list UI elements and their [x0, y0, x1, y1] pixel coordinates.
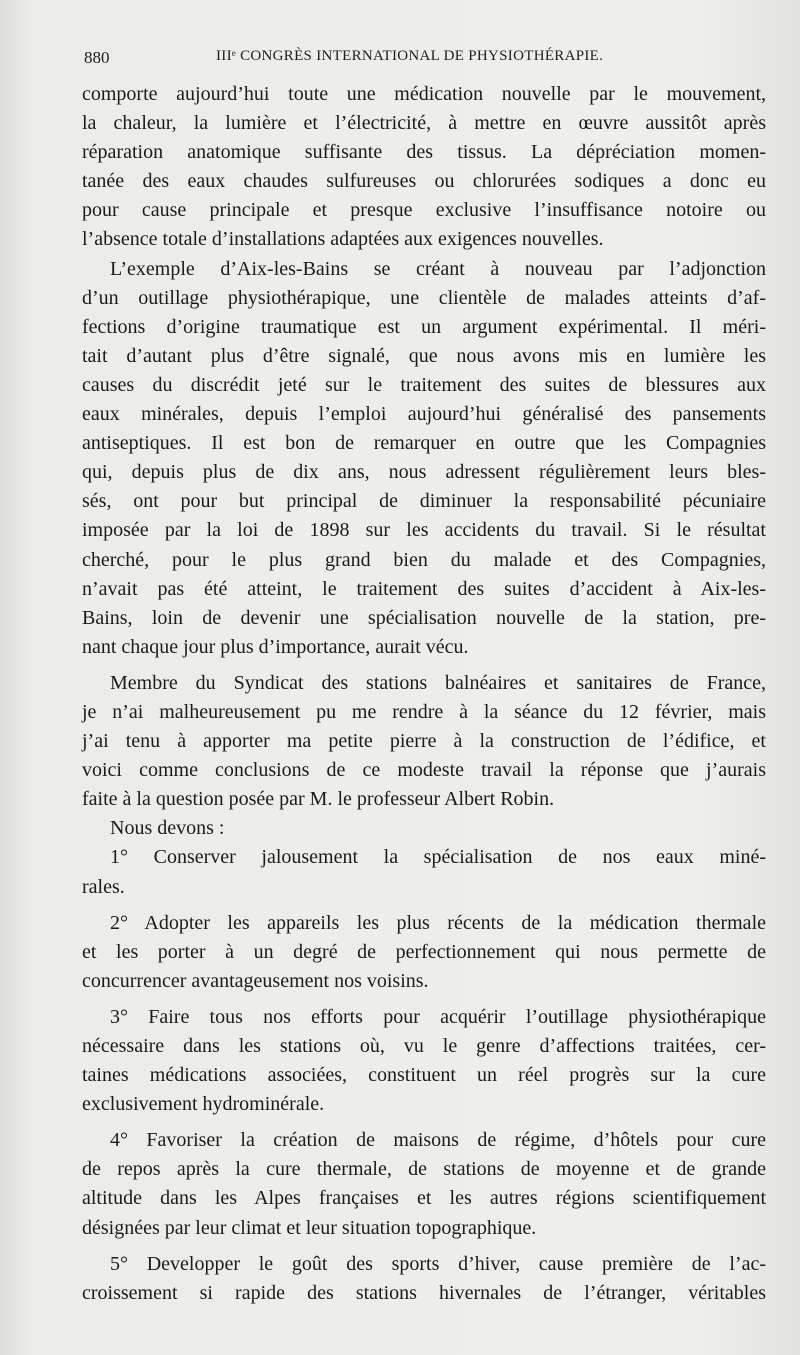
paragraph-gap: [82, 662, 766, 669]
text-line: voici comme conclusions de ce modeste travail la réponse que j’aurais: [82, 759, 766, 782]
text-line: n’avait pas été atteint, le traitement des suites d’accident à Aix-les-: [82, 577, 766, 600]
text-line: causes du discrédit jeté sur le traitement des suites de blessures aux: [82, 373, 766, 396]
text-line: l’absence totale d’installations adaptées aux exigences nouvelles.: [82, 228, 604, 251]
text-line: antiseptiques. Il est bon de remarquer en outre que les Compagnies: [82, 432, 766, 455]
page-header: [84, 48, 774, 72]
text-line: rales.: [82, 875, 125, 898]
paragraph-gap: [82, 1119, 766, 1126]
text-line: Nous devons :: [110, 817, 225, 840]
text-line: exclusivement hydrominérale.: [82, 1093, 325, 1116]
text-line: 1° Conserver jalousement la spécialisation de nos eaux miné-: [110, 846, 766, 869]
text-line: concurrencer avantageusement nos voisins.: [82, 969, 429, 992]
text-line: réparation anatomique suffisante des tissus. La dépréciation momen-: [82, 141, 766, 164]
text-line: pour cause principale et presque exclusive l’insuffisance notoire ou: [82, 199, 766, 222]
body-text: [82, 80, 766, 1308]
paragraph-gap: [82, 996, 766, 1003]
text-line: cherché, pour le plus grand bien du malade et des Compagnies,: [82, 548, 766, 571]
text-line: eaux minérales, depuis l’emploi aujourd’hui généralisé des pansements: [82, 403, 766, 426]
text-line: altitude dans les Alpes françaises et les autres régions scientifiquement: [82, 1187, 766, 1210]
text-line: 5° Developper le goût des sports d’hiver, cause première de l’ac-: [110, 1252, 766, 1275]
text-line: taines médications associées, constituent un réel progrès sur la cure: [82, 1064, 766, 1087]
text-line: j’ai tenu à apporter ma petite pierre à la construction de l’édifice, et: [82, 730, 766, 753]
text-line: imposée par la loi de 1898 sur les accidents du travail. Si le résultat: [82, 519, 766, 542]
text-line: Membre du Syndicat des stations balnéaires et sanitaires de France,: [110, 671, 766, 694]
text-line: la chaleur, la lumière et l’électricité, à mettre en œuvre aussitôt après: [82, 112, 766, 135]
running-title: IIIᵉ CONGRÈS INTERNATIONAL DE PHYSIOTHÉRAPIE.: [216, 48, 604, 64]
text-line: comporte aujourd’hui toute une médication nouvelle par le mouvement,: [82, 83, 766, 105]
text-line: nécessaire dans les stations où, vu le genre d’affections traitées, cer-: [82, 1035, 766, 1057]
text-line: désignées par leur climat et leur situation topographique.: [82, 1216, 537, 1239]
text-line: Bains, loin de devenir une spécialisation nouvelle de la station, pre-: [82, 606, 766, 629]
text-line: nant chaque jour plus d’importance, aurait vécu.: [82, 635, 469, 658]
text-line: 4° Favoriser la création de maisons de régime, d’hôtels pour cure: [110, 1129, 766, 1152]
text-line: L’exemple d’Aix-les-Bains se créant à nouveau par l’adjonction: [110, 257, 766, 280]
text-line: croissement si rapide des stations hivernales de l’étranger, véritables: [82, 1281, 766, 1304]
text-line: tanée des eaux chaudes sulfureuses ou chlorurées sodiques a donc eu: [82, 170, 766, 193]
text-line: 2° Adopter les appareils les plus récents de la médication thermale: [110, 911, 766, 934]
text-line: je n’ai malheureusement pu me rendre à la séance du 12 février, mais: [82, 700, 766, 723]
page-number: 880: [84, 48, 110, 67]
text-line: d’un outillage physiothérapique, une clientèle de malades atteints d’af-: [82, 286, 766, 309]
text-line: fections d’origine traumatique est un argument expérimental. Il méri-: [82, 315, 766, 338]
text-line: tait d’autant plus d’être signalé, que nous avons mis en lumière les: [82, 344, 766, 367]
text-line: qui, depuis plus de dix ans, nous adressent régulièrement leurs bles-: [82, 461, 766, 484]
paragraph-gap: [82, 902, 766, 909]
text-line: et les porter à un degré de perfectionnement qui nous permette de: [82, 940, 766, 963]
text-line: faite à la question posée par M. le professeur Albert Robin.: [82, 788, 555, 811]
text-line: sés, ont pour but principal de diminuer la responsabilité pécuniaire: [82, 490, 766, 513]
text-line: 3° Faire tous nos efforts pour acquérir l’outillage physiothérapique: [110, 1005, 766, 1028]
paragraph-gap: [82, 1243, 766, 1250]
text-line: de repos après la cure thermale, de stations de moyenne et de grande: [82, 1158, 766, 1181]
